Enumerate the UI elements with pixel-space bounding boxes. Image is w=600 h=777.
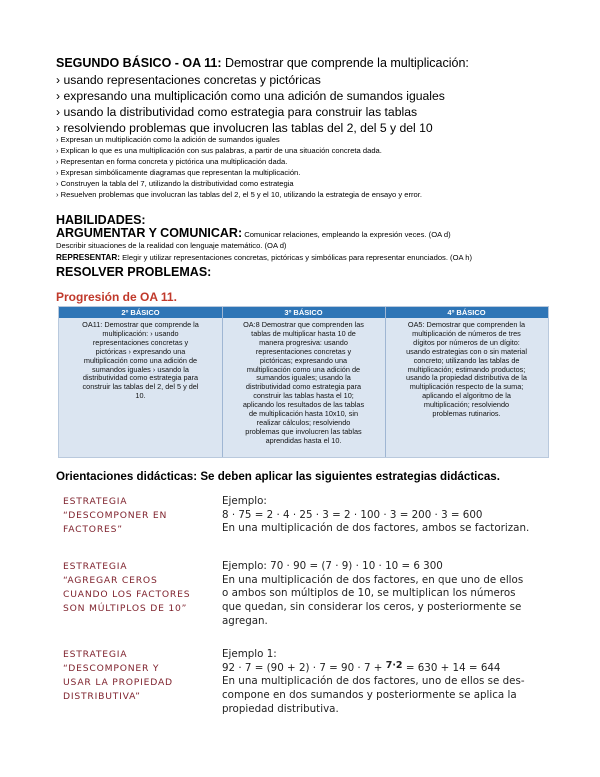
strategy-name	[63, 495, 167, 537]
representar-text: Elegir y utilizar representaciones concretas, pictóricas y simbólicas para representar enunciados. (OA h)	[120, 253, 473, 262]
indicator-bullet: › Explican lo que es una multiplicación con sus palabras, a partir de una situación concreta dada.	[56, 146, 382, 155]
example-formula-handwritten: 7·2	[385, 659, 403, 671]
column-divider	[385, 307, 386, 457]
table-cell-line: representaciones concretas y	[92, 337, 189, 347]
strategy-name-line: “DESCOMPONER Y	[63, 663, 160, 674]
oa-title-bold: SEGUNDO BÁSICO - OA 11:	[56, 56, 222, 70]
indicator-bullet: › Representan en forma concreta y pictórica una multiplicación dada.	[56, 157, 288, 166]
example-line: agregan.	[222, 614, 268, 627]
table-cell-line: aplicando los resultados de las tablas	[242, 400, 365, 410]
table-cell-line: representaciones concretas y	[255, 346, 352, 356]
argumentar-label: ARGUMENTAR Y COMUNICAR:	[56, 226, 243, 240]
column-divider	[222, 307, 223, 457]
table-cell-line: tablas de multiplicar hasta 10 de	[251, 328, 356, 338]
representar-line	[56, 253, 472, 262]
example-line: compone en dos sumandos y posteriormente se aplica la	[222, 689, 517, 702]
oa-title-desc: Demostrar que comprende la multiplicación:	[221, 56, 469, 70]
table-cell-line: multiplicación como una adición de	[83, 355, 198, 365]
table-cell-line: manera progresiva: usando	[259, 337, 348, 347]
example-line: En una multiplicación de dos factores, ambos se factorizan.	[222, 522, 530, 535]
strategy-example	[222, 560, 523, 629]
table-cell-line: aprendidas hasta el 10.	[265, 435, 342, 445]
table-cell-line: aplicando el algoritmo de la	[422, 391, 511, 401]
progresion-table	[58, 306, 549, 458]
example-line: Ejemplo:	[222, 495, 267, 507]
example-line: Ejemplo 1:	[222, 648, 277, 660]
table-cell-line: multiplicación: › usando	[102, 328, 179, 338]
table-cell-line: problemas que involucren las tablas	[245, 426, 362, 436]
strategy-name	[63, 648, 173, 704]
oa-title	[56, 56, 469, 70]
orientaciones-title: Orientaciones didácticas: Se deben aplicar las siguientes estrategias didácticas.	[56, 470, 500, 483]
table-cell-line: realizar cálculos; resolviendo	[256, 417, 351, 427]
strategy-name-line: DISTRIBUTIVA”	[63, 691, 141, 702]
strategy-example	[222, 495, 529, 536]
table-cell-line: multiplicación como una adición de	[246, 364, 361, 374]
table-cell-line: multiplicación respecto de la suma;	[409, 382, 524, 392]
header-3-basico: 3º BÁSICO	[284, 308, 323, 317]
table-cell-line: pictóricas; expresando una	[259, 355, 348, 365]
strategy-name-line: “DESCOMPONER EN	[63, 510, 168, 521]
cell-4-basico	[387, 321, 546, 419]
table-cell-line: construir las tablas del 2, del 5 y del	[82, 382, 199, 392]
strategy-name-line: FACTORES”	[63, 524, 123, 535]
argumentar-line	[56, 226, 451, 240]
indicator-bullet: › Construyen la tabla del 7, utilizando la distributividad como estrategia	[56, 179, 294, 188]
table-cell-line: OA:8 Demostrar que comprenden las	[243, 320, 364, 329]
big-bullet: › resolviendo problemas que involucren las tablas del 2, del 5 y del 10	[56, 121, 433, 135]
strategy-name	[63, 560, 190, 616]
example-formula-start: 92 · 7 = (90 + 2) · 7 = 90 · 7 +	[222, 661, 386, 674]
table-cell-line: OA11: Demostrar que comprende la	[82, 320, 199, 329]
example-line: En una multiplicación de dos factores, en que uno de ellos	[222, 573, 524, 586]
table-cell-line: multiplicación; resolviendo	[423, 400, 510, 410]
table-cell-line: OA5: Demostrar que comprenden la	[407, 320, 526, 329]
big-bullet: › expresando una multiplicación como una adición de sumandos iguales	[56, 89, 445, 103]
example-line	[222, 659, 525, 676]
table-cell-line: multiplicación de números de tres	[412, 328, 521, 338]
table-cell-line: problemas rutinarios.	[432, 409, 501, 419]
big-bullet: › usando la distributividad como estrategia para construir las tablas	[56, 105, 418, 119]
strategy-name-line: ESTRATEGIA	[63, 561, 128, 572]
table-cell-line: construir las tablas hasta el 10;	[253, 391, 354, 401]
indicator-bullet: › Expresan simbólicamente diagramas que representan la multiplicación.	[56, 168, 301, 177]
table-cell-line: usando la propiedad distributiva de la	[406, 373, 527, 383]
table-cell-line: 10.	[135, 391, 146, 401]
strategy-name-line: USAR LA PROPIEDAD	[63, 677, 173, 688]
table-cell-line: dígitos por números de un dígito:	[413, 337, 520, 347]
table-cell-line: concreto; utilizando las tablas de	[413, 355, 520, 365]
representar-label: REPRESENTAR:	[56, 253, 120, 262]
table-cell-line: usando estrategias con o sin material	[406, 346, 527, 356]
example-line: Ejemplo: 70 · 90 = (7 · 9) · 10 · 10 = 6 300	[222, 560, 443, 572]
example-line: propiedad distributiva.	[222, 702, 339, 715]
example-line: que quedan, sin considerar los ceros, y posteriormente se	[222, 601, 522, 614]
strategy-name-line: ESTRATEGIA	[63, 496, 128, 507]
strategy-name-line: ESTRATEGIA	[63, 649, 128, 660]
strategy-name-line: CUANDO LOS FACTORES	[63, 589, 191, 600]
example-line: 8 · 75 = 2 · 4 · 25 · 3 = 2 · 100 · 3 = 200 · 3 = 600	[222, 508, 483, 521]
indicator-bullet: › Expresan un multiplicación como la adición de sumandos iguales	[56, 135, 280, 144]
big-bullet: › usando representaciones concretas y pictóricas	[56, 73, 321, 87]
table-cell-line: distributividad como estrategia para	[82, 373, 199, 383]
cell-3-basico	[224, 321, 383, 446]
resolver-title: RESOLVER PROBLEMAS:	[56, 265, 212, 279]
table-cell-line: de multiplicación hasta 10x10, sin	[248, 409, 359, 419]
table-cell-line: sumandos iguales › usando la	[92, 364, 189, 374]
strategy-name-line: SON MÚLTIPLOS DE 10”	[63, 603, 188, 614]
table-cell-line: multiplicación; estimando productos;	[407, 364, 526, 374]
strategy-name-line: “AGREGAR CEROS	[63, 575, 158, 586]
table-cell-line: distributividad como estrategia para	[245, 382, 362, 392]
table-cell-line: sumandos iguales; usando la	[256, 373, 351, 383]
example-line: En una multiplicación de dos factores, uno de ellos se des-	[222, 675, 525, 688]
example-formula-end: = 630 + 14 = 644	[402, 661, 501, 674]
indicator-bullet: › Resuelven problemas que involucran las tablas del 2, el 5 y el 10, utilizando la estrategia de ensayo y error.	[56, 190, 422, 199]
progresion-title: Progresión de OA 11.	[56, 290, 177, 304]
describir-line: Describir situaciones de la realidad con lenguaje matemático. (OA d)	[56, 241, 287, 250]
strategy-example	[222, 648, 525, 717]
header-2-basico: 2º BÁSICO	[121, 308, 160, 317]
habilidades-title: HABILIDADES:	[56, 213, 146, 227]
header-4-basico: 4º BÁSICO	[447, 308, 486, 317]
argumentar-text: Comunicar relaciones, empleando la expresión veces. (OA d)	[242, 230, 451, 239]
table-cell-line: pictóricas › expresando una	[95, 346, 186, 356]
cell-2-basico	[61, 321, 220, 401]
example-line: o ambos son múltiplos de 10, se multiplican los números	[222, 587, 516, 600]
